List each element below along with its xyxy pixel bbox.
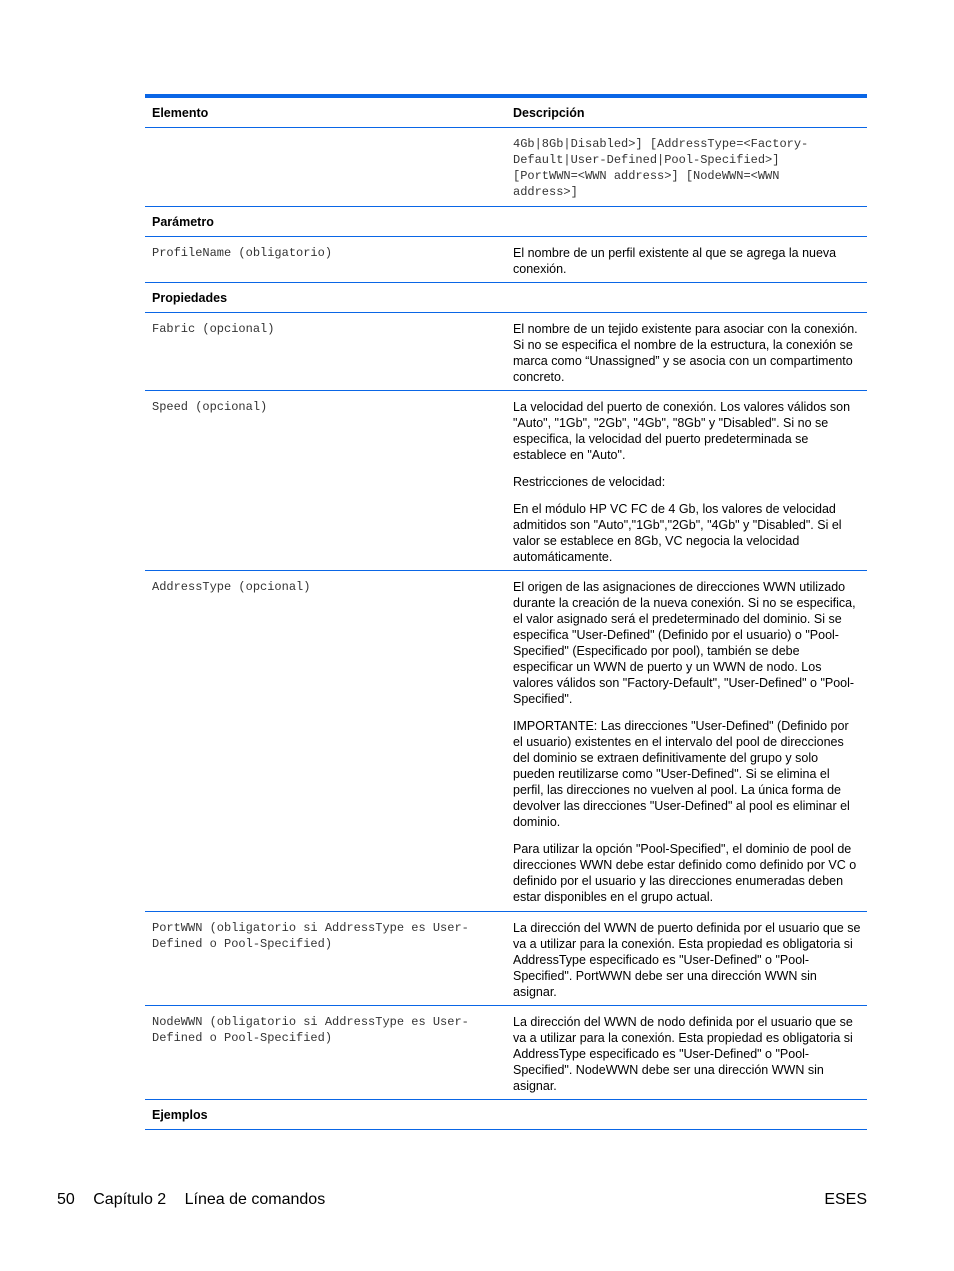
table-row-fabric — [145, 313, 867, 391]
section-label: Propiedades — [152, 290, 228, 305]
property-name: PortWWN (obligatorio si AddressType es User- Defined o Pool-Specified) — [152, 921, 469, 951]
table-row-syntax — [145, 128, 867, 207]
property-description: Restricciones de velocidad: — [513, 475, 666, 489]
param-name: ProfileName (obligatorio) — [152, 246, 333, 260]
section-label: Ejemplos — [152, 1107, 208, 1122]
page-number: 50 — [57, 1191, 75, 1208]
syntax-continuation: 4Gb|8Gb|Disabled>] [AddressType=<Factory- Default|User-Defined|Pool-Specified>] [PortWWN=<WWN address>] [NodeWWN=<WWN address>] — [513, 137, 809, 199]
table-row-profilename — [145, 237, 867, 283]
page-footer — [57, 1191, 867, 1209]
table-row-nodewwn — [145, 1006, 867, 1100]
table-header-row — [145, 98, 867, 128]
section-parametro — [145, 207, 867, 237]
property-description: El nombre de un tejido existente para asociar con la conexión. Si no se especifica el nombre de la estructura, la conexión se marca como “Unassigned” y se asocia con un compartimento concreto. — [513, 322, 858, 384]
table-row-portwwn — [145, 912, 867, 1006]
header-elemento: Elemento — [152, 105, 209, 120]
chapter-title: Línea de comandos — [184, 1191, 326, 1208]
section-propiedades — [145, 283, 867, 313]
chapter-label: Capítulo 2 — [93, 1191, 167, 1208]
property-description: La velocidad del puerto de conexión. Los valores válidos son "Auto", "1Gb", "2Gb", "4Gb", "8Gb" y "Disabled". Si no se especifica, la velocidad del puerto predeterminada se establece en "Auto". — [513, 400, 851, 462]
header-descripcion: Descripción — [513, 105, 585, 120]
property-description: IMPORTANTE: Las direcciones "User-Defined" (Definido por el usuario) existentes en el intervalo del pool de direcciones del dominio se extraen definitivamente del grupo y solo pueden reutilizarse como "User-Defined". Si se elimina el perfil, las direcciones no vuelven al pool. La única forma de devolver las direcciones "User-Defined" al pool es eliminar el dominio. — [513, 719, 850, 829]
section-label: Parámetro — [152, 214, 214, 229]
command-table — [145, 94, 867, 1130]
property-name: Fabric (opcional) — [152, 322, 275, 336]
property-description: La dirección del WWN de nodo definida por el usuario que se va a utilizar para la conexión. Esta propiedad es obligatoria si AddressType especificado es "User-Defined" o "Pool-Specified". NodeWWN debe ser una dirección WWN sin asignar. — [513, 1015, 853, 1093]
section-ejemplos — [145, 1100, 867, 1130]
locale-code: ESES — [824, 1191, 867, 1208]
property-name: AddressType (opcional) — [152, 580, 311, 594]
property-name: NodeWWN (obligatorio si AddressType es User- Defined o Pool-Specified) — [152, 1015, 469, 1045]
table-row-addresstype — [145, 571, 867, 912]
property-description: El origen de las asignaciones de direcciones WWN utilizado durante la creación de la nueva conexión. Si no se especifica, el valor asignado será el predeterminado del dominio. Si se especifica "User-Defined" (Definido por el usuario) o "Pool-Specified" (Especificado por pool), también se debe especificar un WWN de puerto y un WWN de nodo. Los valores válidos son "Factory-Default", "User-Defined" o "Pool-Specified". — [513, 580, 856, 706]
param-description: El nombre de un perfil existente al que se agrega la nueva conexión. — [513, 246, 837, 276]
property-description: La dirección del WWN de puerto definida por el usuario que se va a utilizar para la conexión. Esta propiedad es obligatoria si AddressType especificado es "User-Defined" o "Pool-Specified". PortWWN debe ser una dirección WWN sin asignar. — [513, 921, 861, 999]
property-description: Para utilizar la opción "Pool-Specified", el dominio de pool de direcciones WWN debe estar definido como definido por VC o definido por el usuario y las direcciones enumeradas deben estar disponibles en el grupo actual. — [513, 842, 857, 904]
property-description: En el módulo HP VC FC de 4 Gb, los valores de velocidad admitidos son "Auto","1Gb","2Gb", "4Gb" y "Disabled". Si el valor se establece en 8Gb, VC negocia la velocidad automáticamente. — [513, 502, 842, 564]
table-row-speed — [145, 391, 867, 571]
property-name: Speed (opcional) — [152, 400, 268, 414]
